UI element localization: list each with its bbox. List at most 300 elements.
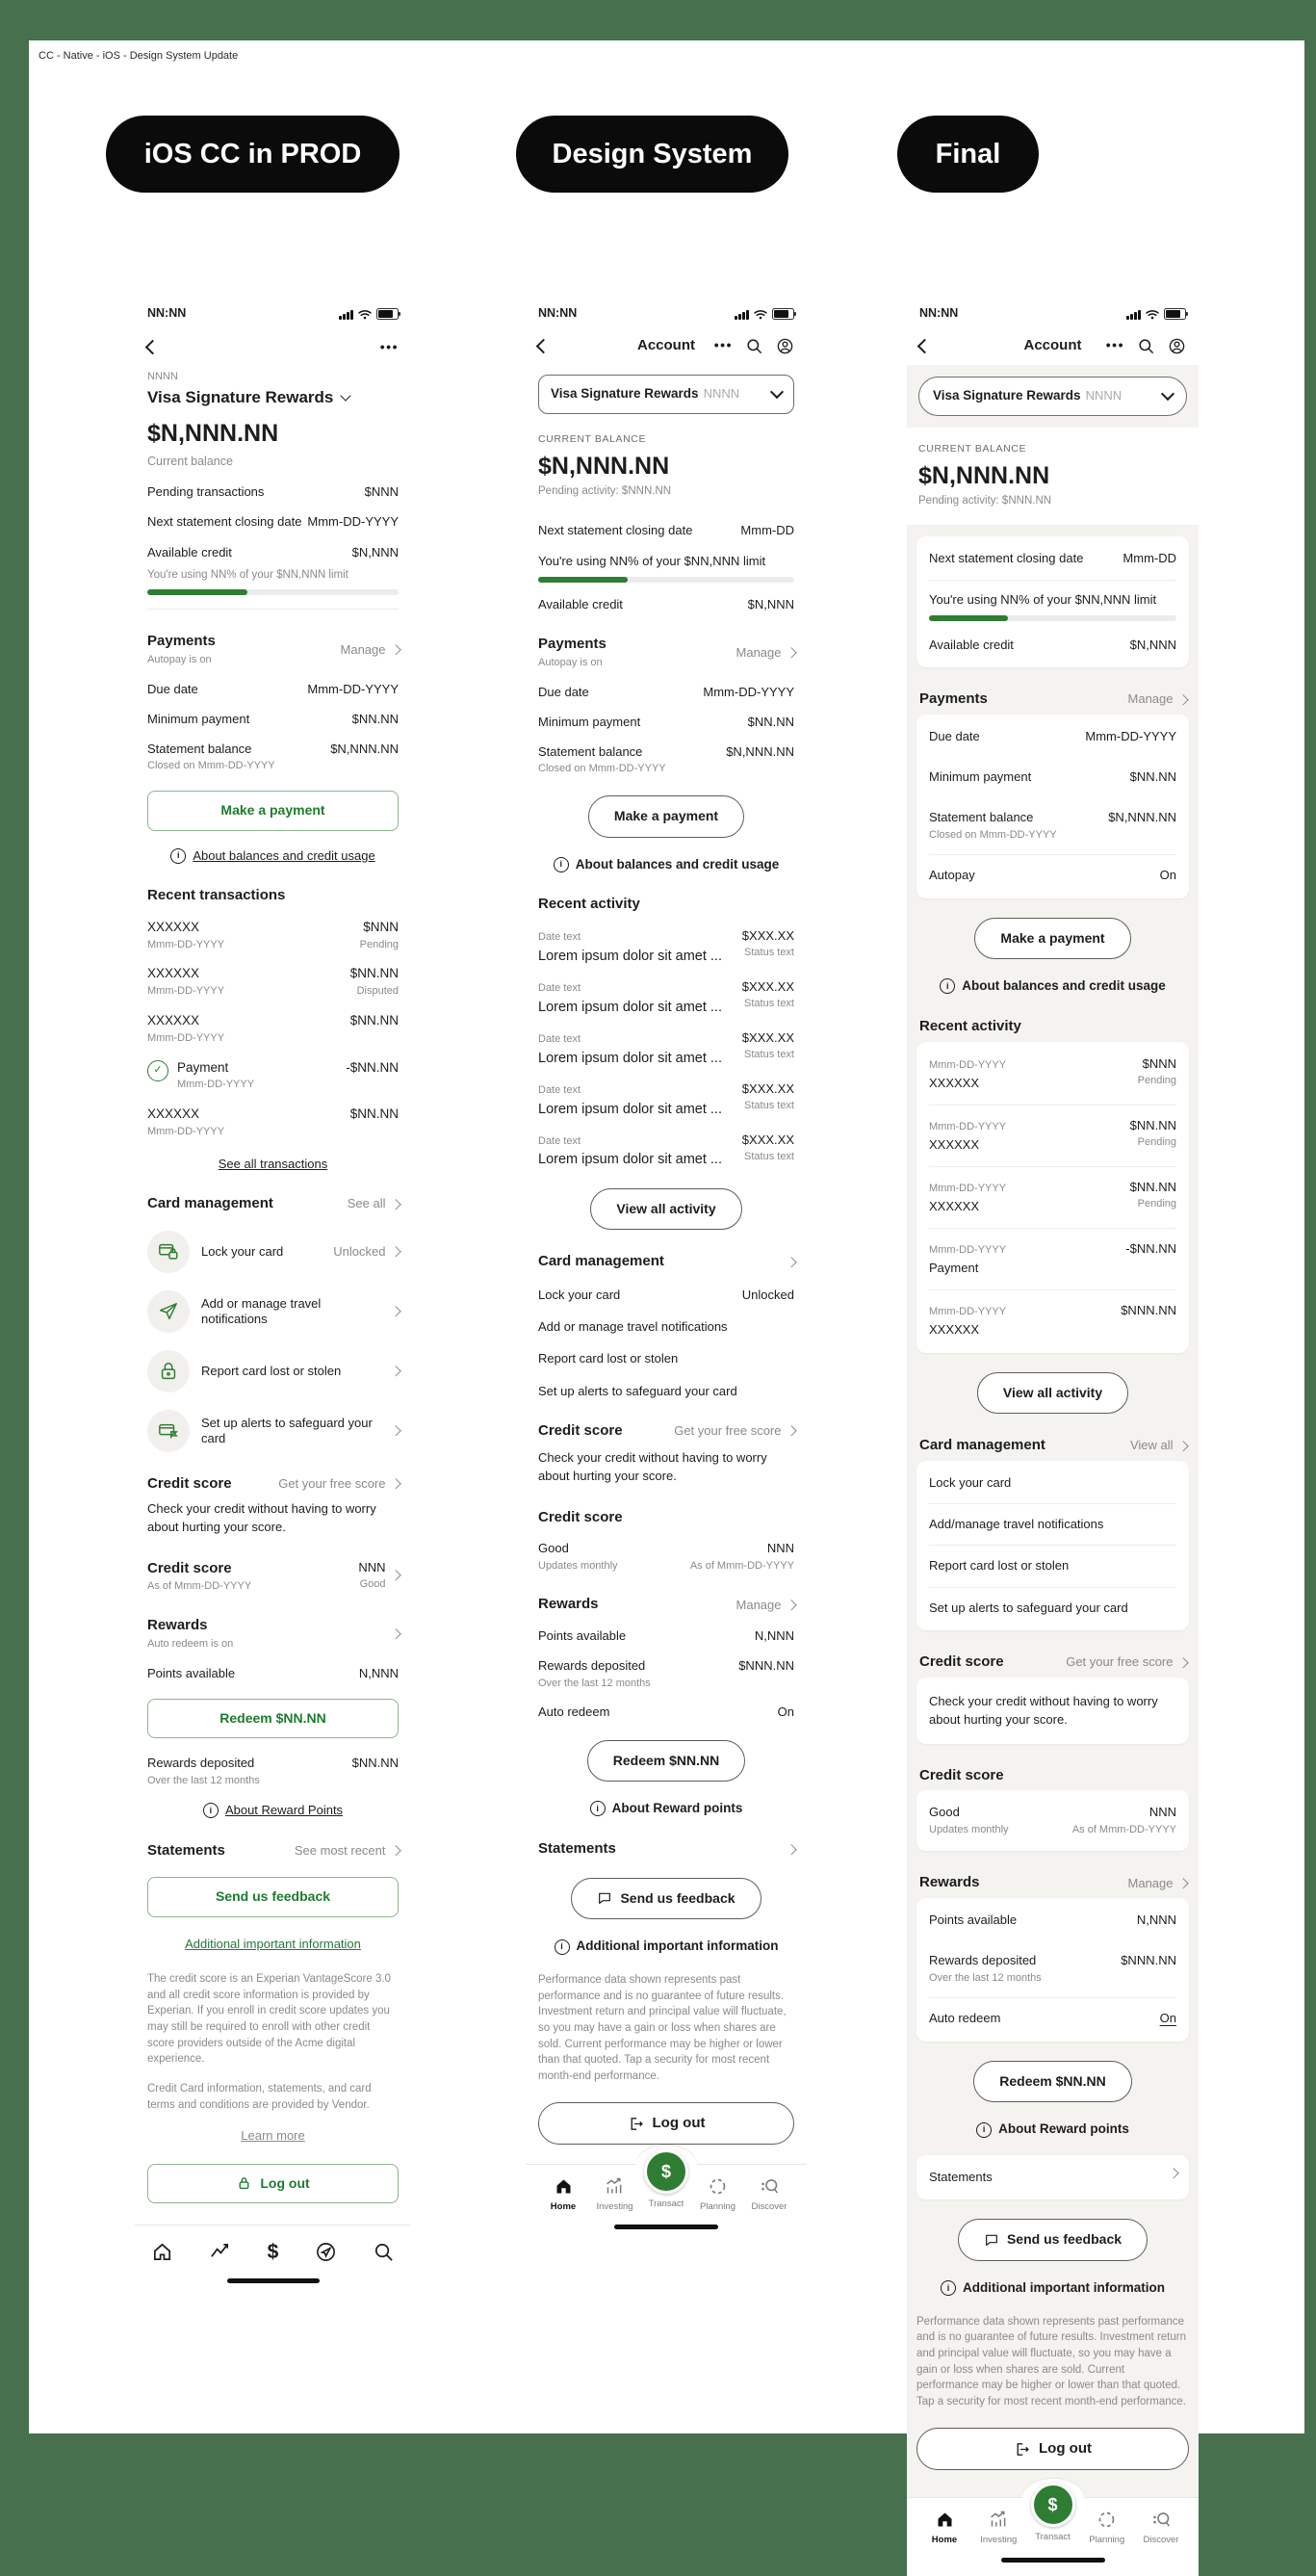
current-balance-caption: CURRENT BALANCE bbox=[538, 432, 647, 445]
card-selector[interactable] bbox=[147, 387, 399, 407]
card-alerts-item[interactable] bbox=[147, 1410, 399, 1452]
current-balance-value: $N,NNN.NN bbox=[918, 461, 1050, 489]
see-all-link[interactable]: See all bbox=[348, 1196, 399, 1211]
statements-header[interactable] bbox=[538, 1840, 794, 1859]
deposited-sub: Over the last 12 months bbox=[147, 1774, 260, 1786]
see-all-transactions-link[interactable]: See all transactions bbox=[218, 1156, 328, 1171]
autopay-value: On bbox=[1159, 868, 1176, 883]
info-icon: i bbox=[940, 978, 955, 994]
signal-icon bbox=[339, 310, 353, 320]
chevron-right-icon bbox=[786, 1600, 796, 1610]
rewards-header bbox=[538, 1596, 794, 1614]
item-label: Add or manage travel notifications bbox=[538, 1319, 728, 1334]
statements-title: Statements bbox=[538, 1839, 616, 1857]
rewards-deposited-row bbox=[147, 1756, 399, 1787]
credit-score-rating: Good bbox=[929, 1805, 960, 1820]
dollar-icon[interactable]: $ bbox=[267, 2240, 279, 2263]
due-date-row bbox=[538, 685, 794, 700]
tab-transact[interactable]: $ Transact bbox=[642, 2176, 690, 2213]
credit-score-header bbox=[538, 1509, 794, 1527]
home-indicator bbox=[1001, 2558, 1105, 2563]
profile-icon[interactable] bbox=[1168, 337, 1186, 355]
send-feedback-button[interactable]: Send us feedback bbox=[147, 1877, 399, 1917]
legal-text: Performance data shown represents past performance and is no guarantee of future results. Investment return and principal value will fluctuate, so you may have a gain or loss when shares are sold. Current performance may be higher or lower than that quoted. Tap a security for most recent month-end performance. bbox=[538, 1974, 787, 2083]
wifi-icon bbox=[1146, 309, 1159, 320]
card-management-header[interactable] bbox=[538, 1253, 794, 1271]
send-feedback-button[interactable]: Send us feedback bbox=[571, 1878, 761, 1920]
planning-icon bbox=[708, 2176, 728, 2197]
lock-icon bbox=[147, 1350, 190, 1392]
deposited-label: Rewards deposited bbox=[147, 1756, 255, 1771]
tab-bar bbox=[526, 2164, 807, 2229]
get-free-score-link[interactable]: Get your free score bbox=[278, 1476, 399, 1492]
activity-row[interactable]: Date text Lorem ipsum dolor sit amet ... $XXX.XX Status text bbox=[538, 1080, 794, 1117]
due-value: Mmm-DD-YYYY bbox=[703, 684, 794, 699]
view-all-link[interactable]: View all bbox=[1130, 1438, 1186, 1453]
minimum-label: Minimum payment bbox=[147, 711, 250, 726]
available-credit-row bbox=[147, 545, 399, 560]
recent-activity-title: Recent activity bbox=[538, 896, 640, 913]
credit-score-title: Credit score bbox=[538, 1421, 623, 1439]
info-icon: i bbox=[590, 1801, 606, 1816]
tab-investing[interactable]: Investing bbox=[591, 2176, 639, 2213]
home-indicator bbox=[227, 2278, 320, 2283]
travel-notifications-item[interactable] bbox=[929, 1504, 1176, 1545]
credit-score-value: NNN bbox=[1148, 1805, 1176, 1820]
statement-sub: Closed on Mmm-DD-YYYY bbox=[147, 760, 275, 772]
points-value: N,NNN bbox=[358, 1665, 399, 1680]
wifi-icon bbox=[358, 309, 372, 320]
speech-bubble-icon bbox=[597, 1890, 612, 1906]
available-value: $N,NNN bbox=[747, 596, 794, 611]
autopay-row bbox=[929, 855, 1176, 896]
travel-notifications-item[interactable] bbox=[147, 1290, 399, 1333]
view-all-activity-button[interactable]: View all activity bbox=[590, 1188, 741, 1231]
tab-planning[interactable]: Planning bbox=[694, 2176, 742, 2213]
chevron-down-icon bbox=[341, 390, 351, 401]
transaction-row[interactable]: XXXXXX Mmm-DD-YYYY $NN.NN Disputed bbox=[147, 966, 399, 998]
manage-payments-link[interactable]: Manage bbox=[1128, 691, 1186, 707]
item-label: Lock your card bbox=[201, 1243, 284, 1259]
signal-icon bbox=[1126, 310, 1141, 320]
balance-card bbox=[916, 536, 1189, 667]
auto-redeem-value: On bbox=[777, 1704, 794, 1720]
deposited-value: $NNN.NN bbox=[1121, 1953, 1176, 1968]
chevron-right-icon bbox=[390, 1571, 400, 1581]
chevron-right-icon bbox=[1177, 694, 1188, 705]
recent-activity-title: Recent activity bbox=[919, 1017, 1021, 1034]
transaction-row-payment[interactable]: ✓ Payment Mmm-DD-YYYY -$NN.NN bbox=[147, 1060, 399, 1093]
available-label: Available credit bbox=[929, 637, 1014, 652]
tab-investing[interactable]: Investing bbox=[974, 2510, 1022, 2546]
deposited-label: Rewards deposited bbox=[929, 1953, 1037, 1968]
phone-design-system bbox=[526, 295, 807, 2243]
canvas-title: CC - Native - iOS - Design System Update bbox=[39, 50, 239, 62]
badge-ios-cc-in-prod bbox=[106, 116, 400, 193]
info-icon: i bbox=[170, 848, 186, 864]
minimum-label: Minimum payment bbox=[538, 714, 641, 729]
deposited-label: Rewards deposited bbox=[538, 1658, 646, 1674]
redeem-button[interactable]: Redeem $NN.NN bbox=[147, 1699, 399, 1739]
tab-discover[interactable]: Discover bbox=[745, 2176, 793, 2213]
credit-score-card bbox=[916, 1790, 1189, 1851]
additional-info-link[interactable]: Additional important information bbox=[185, 1936, 361, 1951]
back-icon[interactable] bbox=[536, 338, 552, 353]
travel-notifications-item[interactable] bbox=[538, 1319, 794, 1335]
manage-rewards-link[interactable]: Manage bbox=[1128, 1876, 1186, 1891]
make-payment-button[interactable]: Make a payment bbox=[588, 795, 744, 838]
credit-score-row bbox=[929, 1792, 1176, 1849]
about-balances-link[interactable]: i About balances and credit usage bbox=[916, 978, 1189, 995]
activity-row[interactable]: Date text Lorem ipsum dolor sit amet ... $XXX.XX Status text bbox=[538, 979, 794, 1015]
credit-score-row[interactable] bbox=[147, 1560, 399, 1595]
manage-payments-link[interactable]: Manage bbox=[341, 642, 399, 658]
about-reward-points-link[interactable]: i About Reward points bbox=[538, 1801, 794, 1817]
current-balance-label: Current balance bbox=[147, 455, 233, 469]
status-bar bbox=[526, 295, 807, 325]
statement-balance-row bbox=[538, 744, 794, 776]
more-icon[interactable]: ••• bbox=[1105, 337, 1124, 353]
item-label: Add or manage travel notifications bbox=[201, 1295, 322, 1326]
minimum-payment-row bbox=[147, 712, 399, 727]
tab-bar bbox=[907, 2497, 1199, 2563]
credit-score-label: Credit score bbox=[147, 1559, 232, 1576]
send-icon[interactable] bbox=[315, 2241, 337, 2263]
about-reward-points-link[interactable]: i About Reward points bbox=[916, 2121, 1189, 2138]
credit-score-asof: As of Mmm-DD-YYYY bbox=[147, 1580, 252, 1593]
redeem-button[interactable]: Redeem $NN.NN bbox=[973, 2061, 1131, 2103]
battery-icon bbox=[1164, 308, 1186, 321]
tab-planning[interactable]: Planning bbox=[1083, 2510, 1131, 2546]
autopay-status: Autopay is on bbox=[147, 653, 212, 665]
card-management-title: Card management bbox=[919, 1437, 1045, 1454]
statement-label: Statement balance bbox=[538, 744, 643, 759]
rewards-title: Rewards bbox=[919, 1874, 980, 1891]
auto-redeem-status: Auto redeem is on bbox=[147, 1637, 234, 1650]
additional-info-link[interactable]: i Additional important information bbox=[538, 1939, 794, 1955]
more-icon[interactable]: ••• bbox=[379, 338, 399, 354]
see-most-recent-link[interactable]: See most recent bbox=[295, 1843, 399, 1859]
item-label: Set up alerts to safeguard your card bbox=[929, 1600, 1128, 1615]
card-alerts-item[interactable] bbox=[538, 1384, 794, 1399]
item-value: Unlocked bbox=[741, 1287, 794, 1302]
card-management-title: Card management bbox=[538, 1253, 664, 1269]
additional-info-link[interactable]: i Additional important information bbox=[916, 2280, 1189, 2297]
back-icon[interactable] bbox=[145, 340, 161, 355]
chevron-right-icon bbox=[390, 1425, 400, 1436]
card-management-title: Card management bbox=[147, 1195, 273, 1211]
check-circle-icon: ✓ bbox=[147, 1060, 168, 1081]
credit-score-promo-header bbox=[916, 1653, 1189, 1672]
card-flag-icon bbox=[147, 1410, 190, 1452]
transaction-row[interactable]: XXXXXX Mmm-DD-YYYY $NN.NN bbox=[147, 1106, 399, 1137]
card-name: Visa Signature Rewards bbox=[147, 387, 334, 406]
limit-text: You're using NN% of your $NN,NNN limit bbox=[929, 591, 1157, 607]
due-date-row bbox=[929, 716, 1176, 757]
status-time: NN:NN bbox=[919, 306, 959, 320]
lock-your-card-item[interactable] bbox=[538, 1288, 794, 1303]
lock-your-card-item[interactable]: Lock your card Unlocked bbox=[147, 1231, 399, 1273]
info-icon: i bbox=[941, 2280, 956, 2296]
deposited-value: $NN.NN bbox=[351, 1756, 399, 1771]
minimum-value: $NN.NN bbox=[351, 711, 399, 726]
item-label: Report card lost or stolen bbox=[538, 1351, 679, 1366]
credit-score-header bbox=[916, 1767, 1189, 1785]
tab-discover[interactable]: Discover bbox=[1137, 2510, 1185, 2546]
credit-score-value: NNN bbox=[358, 1559, 386, 1574]
chevron-right-icon bbox=[390, 1306, 400, 1316]
available-credit-row bbox=[929, 625, 1176, 665]
home-icon[interactable] bbox=[151, 2241, 173, 2263]
rewards-title: Rewards bbox=[147, 1617, 208, 1633]
manage-payments-link[interactable]: Manage bbox=[736, 645, 794, 661]
closing-label: Next statement closing date bbox=[147, 514, 302, 530]
payments-header bbox=[538, 636, 794, 670]
credit-score-promo-body: Check your credit without having to worry about hurting your score. bbox=[147, 1500, 376, 1534]
statement-sub: Closed on Mmm-DD-YYYY bbox=[538, 763, 666, 775]
payments-title: Payments bbox=[147, 633, 216, 650]
report-lost-stolen-item[interactable] bbox=[929, 1546, 1176, 1586]
deposited-sub: Over the last 12 months bbox=[929, 1971, 1042, 1984]
nav-title: Account bbox=[1023, 336, 1082, 353]
limit-text: You're using NN% of your $NN,NNN limit bbox=[147, 568, 348, 581]
credit-score-promo-header bbox=[538, 1422, 794, 1441]
rewards-deposited-row bbox=[538, 1658, 794, 1690]
available-credit-row bbox=[538, 597, 794, 612]
search-icon[interactable] bbox=[745, 337, 763, 355]
report-lost-stolen-item[interactable] bbox=[538, 1351, 794, 1366]
payments-title: Payments bbox=[538, 636, 606, 652]
transaction-row[interactable]: XXXXXX Mmm-DD-YYYY $NN.NN bbox=[147, 1012, 399, 1044]
card-lock-icon bbox=[147, 1231, 190, 1273]
statements-card[interactable] bbox=[916, 2155, 1189, 2199]
status-bar bbox=[135, 295, 411, 325]
statements-header bbox=[147, 1842, 399, 1860]
item-label: Lock your card bbox=[929, 1474, 1012, 1490]
account-select[interactable] bbox=[918, 377, 1187, 416]
closing-value: Mmm-DD bbox=[740, 523, 794, 538]
rewards-title: Rewards bbox=[538, 1596, 599, 1613]
logout-button[interactable]: Log out bbox=[538, 2102, 794, 2146]
transaction-row[interactable]: XXXXXX Mmm-DD-YYYY $NNN Pending bbox=[147, 919, 399, 950]
rewards-header bbox=[916, 1874, 1189, 1892]
pending-label: Pending transactions bbox=[147, 484, 265, 499]
pending-value: $NNN bbox=[364, 484, 399, 499]
credit-score-asof: As of Mmm-DD-YYYY bbox=[1071, 1823, 1176, 1835]
auto-redeem-row bbox=[538, 1704, 794, 1720]
recent-transactions-title: Recent transactions bbox=[147, 886, 286, 903]
manage-rewards-link[interactable]: Manage bbox=[736, 1598, 794, 1613]
credit-score-label: Credit score bbox=[919, 1766, 1004, 1783]
more-icon[interactable]: ••• bbox=[713, 337, 733, 353]
points-label: Points available bbox=[147, 1665, 236, 1680]
activity-icon[interactable] bbox=[209, 2241, 231, 2263]
search-icon[interactable] bbox=[373, 2241, 395, 2263]
minimum-value: $NN.NN bbox=[1129, 769, 1176, 784]
account-select[interactable] bbox=[538, 375, 794, 414]
recent-transactions-header bbox=[147, 887, 399, 905]
badge-label: Design System bbox=[552, 138, 753, 169]
status-time: NN:NN bbox=[538, 306, 578, 320]
home-icon bbox=[554, 2176, 574, 2197]
select-card-number: NNNN bbox=[1085, 387, 1122, 403]
info-icon: i bbox=[554, 857, 569, 872]
payments-title: Payments bbox=[919, 690, 988, 707]
home-indicator bbox=[614, 2225, 718, 2229]
credit-score-label: Credit score bbox=[538, 1508, 623, 1525]
chevron-right-icon bbox=[1177, 1657, 1188, 1668]
credit-score-promo-body: Check your credit without having to worry about hurting your score. bbox=[538, 1449, 767, 1483]
statement-label: Statement balance bbox=[147, 742, 252, 757]
points-available-row bbox=[538, 1628, 794, 1644]
make-payment-button[interactable]: Make a payment bbox=[147, 791, 399, 831]
transact-icon: $ bbox=[644, 2149, 688, 2194]
activity-row[interactable]: Date text Lorem ipsum dolor sit amet ... $XXX.XX Status text bbox=[538, 1029, 794, 1066]
activity-row[interactable]: Mmm-DD-YYYY XXXXXX $NNN Pending bbox=[929, 1055, 1176, 1091]
item-label: Report card lost or stolen bbox=[201, 1363, 342, 1378]
credit-score-promo-header bbox=[147, 1475, 399, 1494]
card-alerts-item[interactable] bbox=[929, 1588, 1176, 1628]
chevron-right-icon bbox=[390, 1479, 400, 1490]
lock-icon bbox=[236, 2175, 252, 2192]
logout-icon bbox=[1014, 2441, 1030, 2458]
nav-bar bbox=[135, 325, 411, 366]
statement-value: $N,NNN.NN bbox=[726, 744, 794, 759]
minimum-label: Minimum payment bbox=[929, 769, 1032, 784]
card-management-header bbox=[916, 1437, 1189, 1455]
payments-card bbox=[916, 715, 1189, 898]
investing-icon bbox=[605, 2176, 625, 2197]
credit-usage-progressbar bbox=[538, 577, 794, 583]
tab-home[interactable]: Home bbox=[920, 2510, 968, 2546]
search-icon[interactable] bbox=[1137, 337, 1155, 355]
closing-date-row bbox=[929, 538, 1176, 579]
discover-icon bbox=[1151, 2510, 1172, 2530]
activity-row[interactable]: Date text Lorem ipsum dolor sit amet ... $XXX.XX Status text bbox=[538, 1132, 794, 1168]
back-icon[interactable] bbox=[917, 338, 933, 353]
chevron-right-icon bbox=[390, 1199, 400, 1210]
redeem-button[interactable]: Redeem $NN.NN bbox=[587, 1740, 745, 1782]
travel-plane-icon bbox=[147, 1290, 190, 1333]
account-number: NNNN bbox=[147, 371, 178, 383]
credit-score-rating: Good bbox=[359, 1577, 386, 1590]
badge-final bbox=[897, 116, 1039, 193]
activity-row[interactable]: Date text Lorem ipsum dolor sit amet ... $XXX.XX Status text bbox=[538, 928, 794, 964]
credit-usage-progressbar bbox=[147, 589, 399, 595]
select-card-name: Visa Signature Rewards bbox=[933, 387, 1081, 403]
available-label: Available credit bbox=[147, 544, 232, 559]
auto-redeem-toggle[interactable]: On bbox=[1159, 2011, 1176, 2026]
available-label: Available credit bbox=[538, 596, 623, 611]
legal-text-vendor: Credit Card information, statements, and card terms and conditions are provided by Vendor. bbox=[147, 2083, 372, 2111]
statement-balance-row bbox=[929, 797, 1176, 854]
credit-score-updates: Updates monthly bbox=[929, 1823, 1009, 1835]
get-free-score-link[interactable]: Get your free score bbox=[674, 1423, 794, 1439]
tab-home[interactable]: Home bbox=[539, 2176, 587, 2213]
item-label: Report card lost or stolen bbox=[929, 1558, 1070, 1574]
statement-value: $N,NNN.NN bbox=[330, 742, 399, 757]
learn-more-link[interactable]: Learn more bbox=[241, 2128, 305, 2144]
rewards-header[interactable] bbox=[147, 1617, 399, 1652]
chevron-right-icon bbox=[390, 1246, 400, 1257]
about-balances-link[interactable]: i About balances and credit usage bbox=[538, 857, 794, 873]
info-icon: i bbox=[203, 1803, 219, 1818]
payments-header bbox=[147, 633, 399, 667]
credit-score-title: Credit score bbox=[919, 1652, 1004, 1670]
activity-row-payment[interactable]: Mmm-DD-YYYY Payment -$NN.NN bbox=[929, 1240, 1176, 1276]
planning-icon bbox=[1097, 2510, 1117, 2530]
chevron-right-icon bbox=[390, 1628, 400, 1639]
closing-label: Next statement closing date bbox=[538, 523, 693, 538]
credit-score-row bbox=[538, 1541, 794, 1573]
autopay-status: Autopay is on bbox=[538, 656, 603, 668]
item-label: Set up alerts to safeguard your card bbox=[201, 1415, 373, 1445]
info-icon: i bbox=[555, 1939, 570, 1955]
due-label: Due date bbox=[538, 684, 589, 699]
view-all-activity-button[interactable]: View all activity bbox=[977, 1372, 1128, 1415]
activity-row[interactable]: Mmm-DD-YYYY XXXXXX $NN.NN Pending bbox=[929, 1117, 1176, 1153]
chevron-down-icon bbox=[1161, 387, 1174, 401]
due-value: Mmm-DD-YYYY bbox=[307, 681, 399, 696]
info-icon: i bbox=[976, 2122, 992, 2138]
due-label: Due date bbox=[929, 728, 980, 743]
closing-label: Next statement closing date bbox=[929, 551, 1084, 566]
profile-icon[interactable] bbox=[776, 337, 794, 355]
chevron-right-icon bbox=[786, 647, 796, 658]
credit-score-title: Credit score bbox=[147, 1474, 232, 1492]
rewards-deposited-row bbox=[929, 1940, 1176, 1997]
due-date-row bbox=[147, 682, 399, 697]
autopay-label: Autopay bbox=[929, 868, 975, 883]
chevron-down-icon bbox=[770, 385, 784, 399]
card-management-card bbox=[916, 1461, 1189, 1630]
battery-icon bbox=[772, 308, 794, 321]
item-label: Add/manage travel notifications bbox=[929, 1517, 1104, 1532]
make-payment-button[interactable]: Make a payment bbox=[974, 918, 1130, 960]
closing-date-row bbox=[147, 514, 399, 530]
lock-your-card-item[interactable] bbox=[929, 1463, 1176, 1503]
logout-button[interactable]: Log out bbox=[147, 2164, 399, 2204]
activity-card bbox=[916, 1042, 1189, 1353]
points-value: N,NNN bbox=[754, 1628, 794, 1643]
send-feedback-button[interactable]: Send us feedback bbox=[958, 2219, 1148, 2261]
statements-title: Statements bbox=[147, 1841, 225, 1859]
points-value: N,NNN bbox=[1136, 1912, 1176, 1928]
credit-usage-progressbar bbox=[929, 615, 1176, 621]
chevron-right-icon bbox=[786, 1426, 796, 1437]
chevron-right-icon bbox=[1168, 2168, 1178, 2178]
tab-transact[interactable]: $ Transact bbox=[1029, 2510, 1077, 2546]
payments-header bbox=[916, 690, 1189, 709]
badge-design-system bbox=[516, 116, 788, 193]
speech-bubble-icon bbox=[984, 2232, 999, 2248]
closing-value: Mmm-DD bbox=[1122, 551, 1176, 566]
available-value: $N,NNN bbox=[351, 544, 399, 559]
logout-button[interactable]: Log out bbox=[916, 2428, 1189, 2471]
report-lost-stolen-item[interactable] bbox=[147, 1350, 399, 1392]
about-reward-points-link[interactable]: i About Reward Points bbox=[147, 1803, 399, 1818]
badge-label: Final bbox=[935, 138, 1001, 169]
statement-balance-row bbox=[147, 742, 399, 773]
get-free-score-link[interactable]: Get your free score bbox=[1066, 1654, 1186, 1670]
recent-activity-header bbox=[538, 896, 794, 914]
about-balances-link[interactable]: i About balances and credit usage bbox=[147, 848, 399, 864]
closing-date-row bbox=[538, 523, 794, 538]
nav-bar bbox=[907, 325, 1199, 365]
nav-title: Account bbox=[637, 336, 695, 353]
activity-row[interactable]: Mmm-DD-YYYY XXXXXX $NNN.NN bbox=[929, 1302, 1176, 1338]
activity-row[interactable]: Mmm-DD-YYYY XXXXXX $NN.NN Pending bbox=[929, 1179, 1176, 1214]
